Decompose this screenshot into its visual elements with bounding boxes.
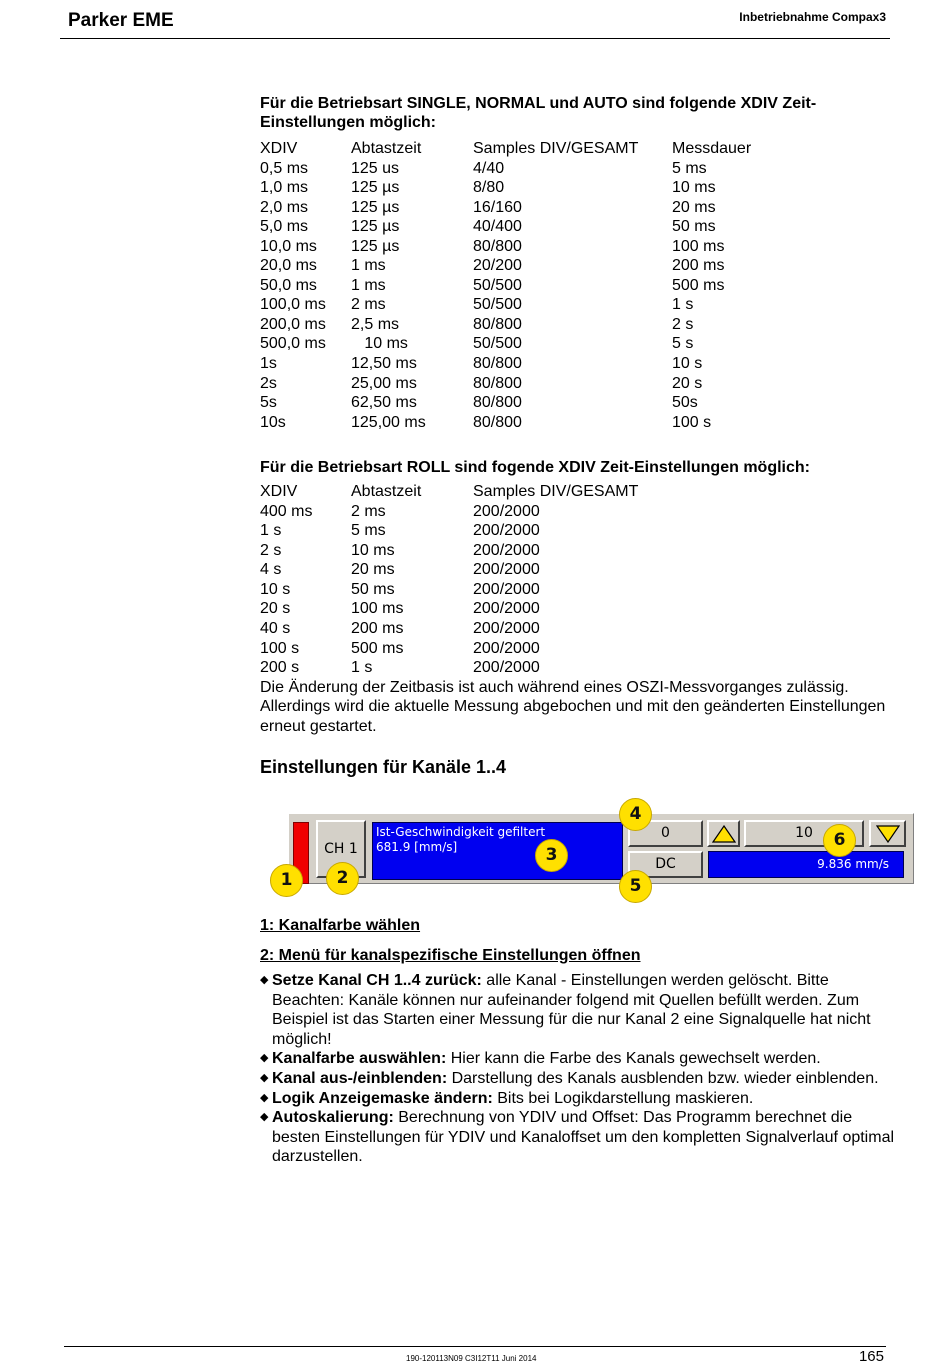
section2-row-cell: 20 ms	[351, 561, 395, 579]
ydiv-readout: 9.836 mm/s	[708, 851, 904, 878]
section1-row-cell: 50/500	[473, 335, 522, 353]
section1-row	[260, 198, 872, 218]
section2-row-cell: 1 s	[351, 659, 373, 677]
main-content	[260, 94, 900, 778]
section1-row-cell: 25,00 ms	[351, 374, 417, 392]
section2-row-cell: 200/2000	[473, 659, 540, 677]
section1-row-cell: 20 s	[672, 374, 703, 392]
section2-row-cell: 1 s	[260, 522, 282, 540]
section1-row-cell: 500 ms	[672, 276, 725, 294]
section2-title: Für die Betriebsart ROLL sind fogende XDIV Zeit-Einstellungen möglich:	[260, 459, 810, 477]
section1-row-cell: 125 µs	[351, 237, 400, 255]
section2-header-row-cell: Samples DIV/GESAMT	[473, 483, 639, 501]
section1-row	[260, 374, 872, 394]
section2-row	[260, 521, 672, 541]
section1-row-cell: 50/500	[473, 296, 522, 314]
section2-row	[260, 580, 672, 600]
section2-row-cell: 400 ms	[260, 502, 313, 520]
signal-value: 681.9 [mm/s]	[376, 840, 458, 854]
section2-row-cell: 100 ms	[351, 600, 404, 618]
section1-row-cell: 50,0 ms	[260, 276, 317, 294]
bullet-term: Autoskalierung:	[272, 1109, 394, 1127]
bullet-item	[260, 1069, 900, 1089]
section2-row-cell: 2 ms	[351, 502, 386, 520]
section1-row-cell: 1 s	[672, 296, 694, 314]
section2-row-cell: 200/2000	[473, 620, 540, 638]
section1-row	[260, 237, 872, 257]
section2-row	[260, 658, 672, 678]
diamond-bullet-icon: ◆	[260, 1091, 269, 1104]
section1-row	[260, 295, 872, 315]
callout-2: 2	[326, 862, 359, 895]
section2-row-cell: 200/2000	[473, 502, 540, 520]
section2-row	[260, 502, 672, 522]
section2-header-row-cell: Abtastzeit	[351, 483, 422, 501]
section1-row-cell: 40/400	[473, 218, 522, 236]
section1-row-cell: 80/800	[473, 355, 522, 373]
section1-row-cell: 2 ms	[351, 296, 386, 314]
channel-settings-panel	[288, 813, 914, 884]
bullet-term: Kanalfarbe auswählen:	[272, 1050, 447, 1068]
section1-row-cell: 1s	[260, 355, 277, 373]
bullet-text: Berechnung von YDIV und Offset: Das Programm berechnet die besten Einstellungen für YDIV und Kanaloffset um den kompletten Signalverlauf optimal darzustellen.	[272, 1109, 895, 1166]
callout-3: 3	[535, 839, 568, 872]
section2-row-cell: 200 ms	[351, 620, 404, 638]
diamond-bullet-icon: ◆	[260, 1071, 269, 1084]
footer-divider	[64, 1346, 886, 1347]
section1-row-cell: 1,0 ms	[260, 179, 309, 197]
callout-4: 4	[619, 798, 652, 831]
section1-row-cell: 125,00 ms	[351, 413, 426, 431]
section-title: Inbetriebnahme Compax3	[739, 10, 886, 24]
section1-row	[260, 334, 872, 354]
section1-row-cell: 8/80	[473, 179, 505, 197]
section2-row-cell: 2 s	[260, 541, 282, 559]
section1-title: Für die Betriebsart SINGLE, NORMAL und AUTO sind folgende XDIV Zeit-Einstellungen möglich:	[260, 95, 817, 131]
section2-row-cell: 20 s	[260, 600, 291, 618]
section1-row-cell: 125 µs	[351, 218, 400, 236]
section1-row-cell: 20/200	[473, 257, 522, 275]
section2-row-cell: 10 ms	[351, 541, 395, 559]
section2-note: Die Änderung der Zeitbasis ist auch während eines OSZI-Messvorganges zulässig. Allerdings wird die aktuelle Messung abgebochen und mit den geänderten Einstellungen erneut gestartet.	[260, 678, 886, 735]
section1-row-cell: 16/160	[473, 198, 522, 216]
section2-row-cell: 200/2000	[473, 600, 540, 618]
channels-heading: Einstellungen für Kanäle 1..4	[260, 757, 507, 778]
section1-row-cell: 50 ms	[672, 218, 716, 236]
section2-row-cell: 50 ms	[351, 580, 395, 598]
section2-table	[260, 482, 672, 677]
bullet-text: Hier kann die Farbe des Kanals gewechselt werden.	[446, 1050, 821, 1068]
section1-row-cell: 80/800	[473, 237, 522, 255]
section1-row-cell: 5 s	[672, 335, 694, 353]
section1-row-cell: 1 ms	[351, 276, 386, 294]
ydiv-field[interactable]: 10	[744, 820, 864, 847]
section1-row-cell: 5 ms	[672, 159, 707, 177]
section1-row	[260, 276, 872, 296]
section1-row	[260, 217, 872, 237]
channel-button[interactable]: CH 1	[316, 820, 366, 878]
page-number: 165	[858, 1348, 884, 1365]
section1-row-cell: 10s	[260, 413, 286, 431]
section1-row-cell: 80/800	[473, 394, 522, 412]
section2-row-cell: 200/2000	[473, 561, 540, 579]
section1-row-cell: 1 ms	[351, 257, 386, 275]
section2-row-cell: 200/2000	[473, 522, 540, 540]
section1-row-cell: 80/800	[473, 374, 522, 392]
section1-row-cell: 10 ms	[672, 179, 716, 197]
section1-row-cell: 2,0 ms	[260, 198, 309, 216]
section1-row	[260, 413, 872, 433]
section1-row	[260, 315, 872, 335]
section1-row	[260, 256, 872, 276]
section1-row-cell: 20,0 ms	[260, 257, 317, 275]
diamond-bullet-icon: ◆	[260, 974, 269, 986]
section1-row-cell: 5,0 ms	[260, 218, 309, 236]
footer-doc-id: 190-120113N09 C3I12T11 Juni 2014	[406, 1354, 537, 1363]
diamond-bullet-icon: ◆	[260, 1111, 269, 1124]
bullet-term: Kanal aus-/einblenden:	[272, 1069, 448, 1087]
section2-row	[260, 619, 672, 639]
coupling-button[interactable]: DC	[628, 851, 703, 878]
triangle-up-icon	[712, 825, 736, 843]
bullet-text: Darstellung des Kanals ausblenden bzw. wieder einblenden.	[447, 1069, 879, 1087]
section1-row	[260, 354, 872, 374]
section2-row-cell: 5 ms	[351, 522, 386, 540]
section1-row-cell: 50s	[672, 394, 698, 412]
item2-heading: 2: Menü für kanalspezifische Einstellungen öffnen	[260, 947, 641, 964]
bullet-item	[260, 1108, 900, 1167]
section1-row-cell: 100 s	[672, 413, 712, 431]
section1-table	[260, 139, 872, 432]
section1-row-cell: 10,0 ms	[260, 237, 317, 255]
section1-header-row-cell: Abtastzeit	[351, 140, 422, 157]
section1-row-cell: 100 ms	[672, 237, 725, 255]
section1-row-cell: 0,5 ms	[260, 159, 309, 177]
signal-display[interactable]	[372, 822, 623, 880]
section2-row-cell: 100 s	[260, 639, 300, 657]
section1-row-cell: 125 us	[351, 159, 400, 177]
section2-row-cell: 200/2000	[473, 541, 540, 559]
bullet-term: Logik Anzeigemaske ändern:	[272, 1089, 493, 1107]
section2-row-cell: 4 s	[260, 561, 282, 579]
section2-row-cell: 40 s	[260, 620, 291, 638]
section1-row-cell: 125 µs	[351, 179, 400, 197]
increase-button[interactable]	[707, 820, 740, 847]
decrease-button[interactable]	[869, 820, 906, 847]
brand-title: Parker EME	[68, 10, 174, 31]
section1-row	[260, 178, 872, 198]
section1-row-cell: 100,0 ms	[260, 296, 326, 314]
section2-row-cell: 500 ms	[351, 639, 404, 657]
section1-row-cell: 10 ms	[351, 335, 408, 353]
section1-row	[260, 159, 872, 179]
section1-row	[260, 393, 872, 413]
bullet-item	[260, 1089, 900, 1109]
bullet-item	[260, 1049, 900, 1069]
section1-row-cell: 2s	[260, 374, 277, 392]
bullet-list	[260, 971, 900, 1167]
section2-row-cell: 200 s	[260, 659, 300, 677]
signal-name: Ist-Geschwindigkeit gefiltert	[376, 825, 546, 839]
diamond-bullet-icon: ◆	[260, 1052, 269, 1065]
section1-header-row	[260, 139, 872, 159]
section2-row	[260, 560, 672, 580]
section1-row-cell: 4/40	[473, 159, 505, 177]
bullet-text: Bits bei Logikdarstellung maskieren.	[492, 1089, 754, 1107]
section2-row	[260, 541, 672, 561]
section2-row	[260, 599, 672, 619]
bullet-text: alle Kanal - Einstellungen werden gelöscht. Bitte Beachten: Kanäle können nur aufeinander folgend mit Quellen befüllt werden. Zum Beispiel ist das Starten einer Messung für die nur Kanal 2 eine Signalquelle hat nicht möglich!	[272, 972, 871, 1048]
callout-5: 5	[619, 870, 652, 903]
section1-row-cell: 500,0 ms	[260, 335, 326, 353]
section1-row-cell: 80/800	[473, 315, 522, 333]
section2-row-cell: 200/2000	[473, 639, 540, 657]
bullet-item	[260, 971, 900, 1049]
section1-header-row-cell: XDIV	[260, 140, 298, 157]
callout-6: 6	[823, 824, 856, 857]
section2-header-row-cell: XDIV	[260, 483, 298, 501]
section2-row	[260, 639, 672, 659]
item1-heading: 1: Kanalfarbe wählen	[260, 917, 421, 934]
header-divider	[60, 38, 890, 39]
section2-row-cell: 10 s	[260, 580, 291, 598]
offset-field[interactable]: 0	[628, 820, 703, 847]
triangle-down-icon	[876, 825, 900, 843]
section1-row-cell: 200 ms	[672, 257, 725, 275]
bullet-term: Setze Kanal CH 1..4 zurück:	[272, 972, 482, 989]
section1-row-cell: 62,50 ms	[351, 394, 417, 412]
section1-row-cell: 200,0 ms	[260, 315, 326, 333]
section1-row-cell: 5s	[260, 394, 277, 412]
section1-row-cell: 50/500	[473, 276, 522, 294]
section2-header-row	[260, 482, 672, 502]
callout-1: 1	[270, 864, 303, 897]
section1-header-row-cell: Samples DIV/GESAMT	[473, 140, 639, 157]
section2-row-cell: 200/2000	[473, 580, 540, 598]
section1-row-cell: 80/800	[473, 413, 522, 431]
section1-header-row-cell: Messdauer	[672, 140, 752, 157]
section1-row-cell: 2 s	[672, 315, 694, 333]
section1-row-cell: 125 µs	[351, 198, 400, 216]
section1-row-cell: 12,50 ms	[351, 355, 417, 373]
section1-row-cell: 2,5 ms	[351, 315, 400, 333]
section1-row-cell: 10 s	[672, 355, 703, 373]
section1-row-cell: 20 ms	[672, 198, 716, 216]
